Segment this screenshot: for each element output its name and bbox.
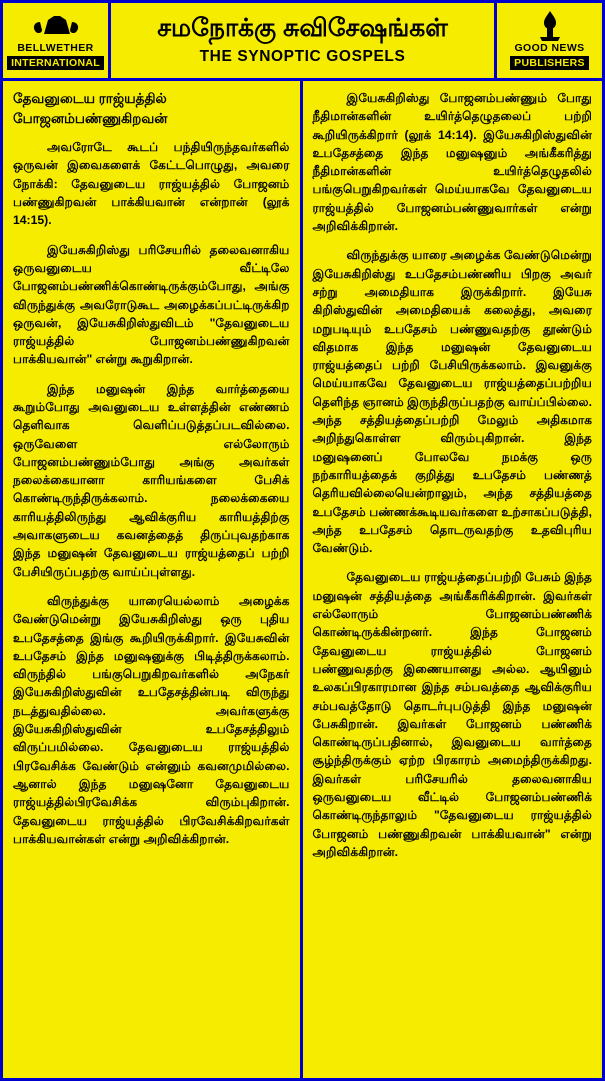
- publisher-right-name-line1: GOOD NEWS: [514, 41, 585, 54]
- article-columns: [3, 81, 602, 1078]
- paragraph: இந்த மனுஷன் இந்த வார்த்தையை கூறும்போது அவனுடைய உள்ளத்தின் எண்ணம் தெளிவாக வெளிப்படுத்தப்படவில்லை. ஒருவேளை எல்லோரும் போஜனம்பண்ணும்போது அங்கு அவர்கள் நலைக்கையானா காரியங்களை பேசிக் கொண்டிருந்திருக்கலாம். நலைக்கையை காரியத்திலிருந்து ஆவிக்குரிய காரியத்திற்கு அவாகளுடைய கவனத்தைத் திருப்புவதற்காக இந்த மனுஷன் தேவனுடைய ராஜ்யத்தைப் பற்றி பேசியிருப்பதற்கு வாய்ப்புள்ளது.: [13, 381, 290, 579]
- paragraph: விருந்துக்கு யாரையெல்லாம் அழைக்க வேண்டுமென்று இயேசுகிறிஸ்து ஒரு புதிய உபதேசத்தை இங்கு கூறியிருக்கிறார். இயேசுவின் உபதேசம் இந்த மனுஷனுக்கு பிடித்திருக்கலாம். விருந்தில் பங்குபெறுகிறவர்களில் அநேகர் இயேசுகிறிஸ்துவின் உபதேசத்தின்படி விருந்து நடத்துவதில்லை. அவர்களுக்கு இயேசுகிறிஸ்துவின் உபதேசத்திலும் விருப்பமில்லை. தேவனுடைய ராஜ்யத்தில் பிரவேசிக்க வேண்டும் என்னும் கவனமுமில்லை. ஆனால் இந்த மனுஷனோ தேவனுடைய ராஜ்யத்தில்பிரவேசிக்க விரும்புகிறான். தேவனுடைய ராஜ்யத்தில் பிரவேசிக்கிறவர்கள் பாக்கியவான்கள் என்று அறிவிக்கிறான்.: [13, 593, 290, 846]
- left-column: [3, 81, 303, 1078]
- article-heading: தேவனுடைய ராஜ்யத்தில் போஜனம்பண்ணுகிறவன்: [13, 91, 168, 126]
- paragraph: இயேசுகிறிஸ்து போஜனம்பண்ணும் போது நீதிமான்களின் உயிர்த்தெழுதலைப் பற்றி கூறியிருக்கிறார் (லூக் 14:14). இயேசுகிறிஸ்துவின் உபதேசத்தை இந்த மனுஷனும் அங்கீகரித்து நீதிமான்களின் உயிர்த்தெழுதலில் பங்குபெறுகிறவர்கள் மெய்யாகவே தேவனுடைய ராஜ்யத்தில் போஜனம்பண்ணுவார்கள் என்று அறிவிக்கிறான்.: [312, 91, 592, 234]
- paragraph: தேவனுடைய ராஜ்யத்தைப்பற்றி பேசும் இந்த மனுஷன் சத்தியத்தை அங்கீகரிக்கிறான். இவர்கள் எல்லோரும் போஜனம்பண்ணிக் கொண்டிருக்கின்றனர். இந்த போஜனம் தேவனுடைய ராஜ்யத்தில் போஜனம் பண்ணுவதற்கு இணையானது அல்ல. ஆயினும் உலகப்பிரகாரமான இந்த சம்பவத்தை ஆவிக்குரிய சம்பவத்தோடு தொடர்புபடுத்தி இந்த மனுஷன் பேசுகிறான். இவர்கள் போஜனம் பண்ணிக் கொண்டிருப்பதினால், இவனுடைய வார்த்தை சூழ்ந்திருக்கும் ஏற்ற பிரகாரம் அமைந்திருக்கிறது. இவர்கள் பரிசேயரில் தலைவனாகிய ஒருவனுடைய வீட்டில் போஜனம்பண்ணிக் கொண்டிருந்தாலும் "தேவனுடைய ராஜ்யத்தில் போஜனம் பண்ணுகிறவன் பாக்கியவான்" என்று அறிவிக்கிறான்.: [312, 570, 592, 859]
- masthead-title: [111, 3, 494, 78]
- publisher-left-name-line1: BELLWETHER: [17, 41, 94, 54]
- publisher-right-name-line2: PUBLISHERS: [510, 56, 589, 71]
- ram-emblem-icon: [5, 11, 106, 41]
- paragraph: விருந்துக்கு யாரை அழைக்க வேண்டுமென்று இயேசுகிறிஸ்து உபதேசம்பண்ணிய பிறகு அவர் சற்று அமைதியாக இருக்கிறார். இயேசு கிறிஸ்துவின் அமைதியைக் கலைத்து, அவரை மறுபடியும் உபதேசம் பண்ணுவதற்கு தூண்டும் விதமாக இந்த மனுஷன் தேவனுடைய ராஜ்யத்தைப் பற்றி பேசியிருக்கலாம். இவனுக்கு மெய்யாகவே தேவனுடைய ராஜ்யத்தைப்பற்றிய தெளிந்த ஞானம் இருந்திருப்பதற்கு வாய்ப்பில்லை. அந்த சத்தியத்தைப்பற்றி மேலும் அதிகமாக அறிந்துகொள்ள விரும்புகிறான். இந்த மனுஷனைப் போலவே நமக்கு ஒரு நற்காரியத்தைக் குறித்து உபதேசம் பண்ணத் தெரியவில்லையென்றாலும், அந்த சத்தியத்தை உபதேசம் பண்ணக்கூடியவர்களை உற்சாகப்படுத்தி, அந்த உபதேசம் தொடருவதற்கு உதவிபுரிய வேண்டும்.: [312, 248, 592, 556]
- paragraph: அவரோடே கூடப் பந்தியிருந்தவர்களில் ஒருவன் இவைகளைக் கேட்டபொழுது, அவரை நோக்கி: தேவனுடைய ராஜ்யத்தில் போஜனம் பண்ணுகிறவன் பாக்கியவான் என்றான் (லூக் 14:15).: [13, 140, 290, 228]
- paragraph: இயேசுகிறிஸ்து பரிசேயரில் தலைவனாகிய ஒருவனுடைய வீட்டிலே போஜனம்பண்ணிக்கொண்டிருக்கும்போது, அங்கு விருந்துக்கு அவரோடுகூட அழைக்கப்பட்டிருக்கிற ஒருவன், இயேசுகிறிஸ்துவிடம் "தேவனுடைய ராஜ்யத்தில் போஜனம்பண்ணுகிறவன் பாக்கியவான்" என்று கூறுகிறான்.: [13, 242, 290, 367]
- right-column: [303, 81, 603, 1078]
- page-header: [3, 3, 602, 81]
- title-tamil: சமநோக்கு சுவிசேஷங்கள்: [157, 13, 448, 42]
- torch-emblem-icon: [499, 11, 600, 41]
- publisher-left-name-line2: INTERNATIONAL: [7, 56, 104, 71]
- publisher-logo-right: [494, 3, 602, 78]
- publisher-logo-left: [3, 3, 111, 78]
- title-english: THE SYNOPTIC GOSPELS: [199, 48, 406, 66]
